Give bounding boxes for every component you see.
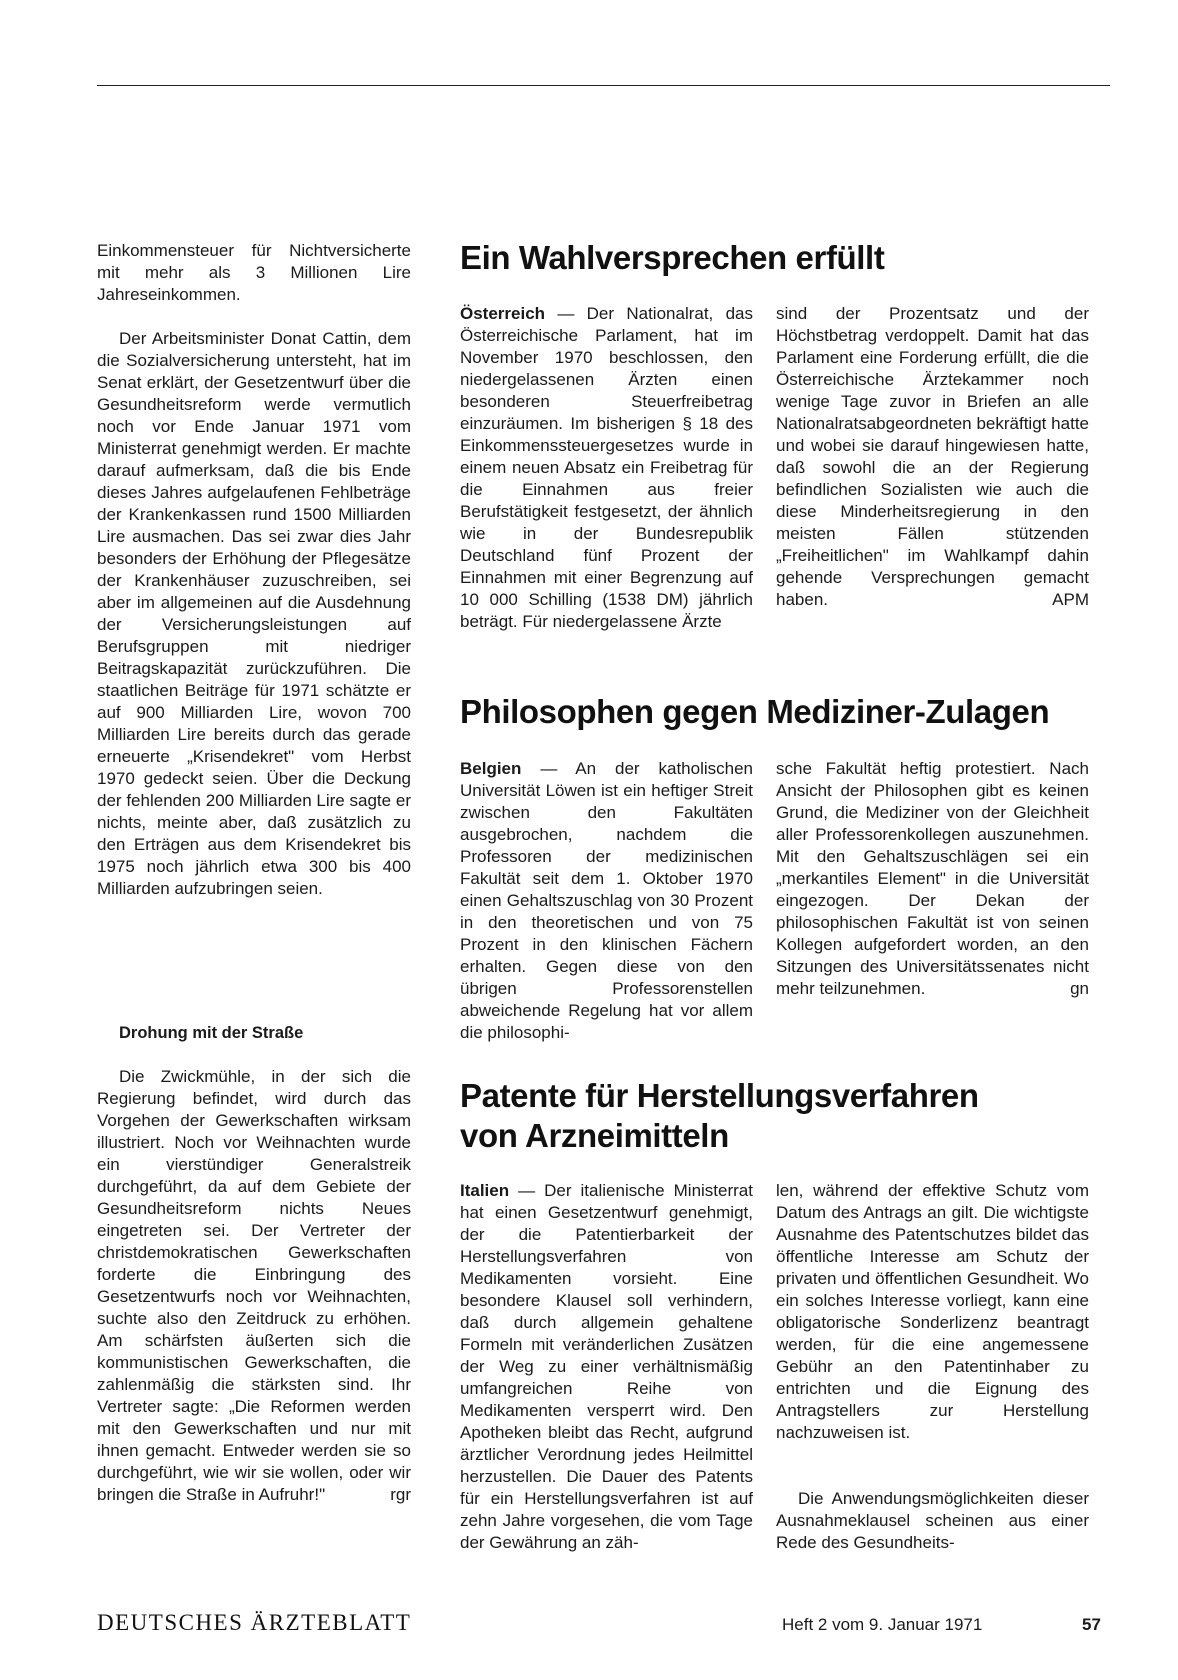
article3-headline-line1: Patente für Herstellungsverfahren bbox=[460, 1077, 979, 1114]
footer-issue-date: Heft 2 vom 9. Januar 1971 bbox=[782, 1615, 983, 1634]
footer-page-number: 57 bbox=[1082, 1615, 1101, 1634]
article3-col2-para2: Die Anwendungsmöglichkeiten dieser Ausnahmeklausel scheinen aus einer Rede des Gesundheits- bbox=[776, 1489, 1089, 1552]
article3-col1 bbox=[460, 1180, 753, 1554]
left-para-2: Der Arbeitsminister Donat Cattin, dem die Sozialversicherung untersteht, hat im Senat erklärt, der Gesetzentwurf über die Gesundheitsreform werde vermutlich noch vor Ende Januar 1971 vom Ministerrat genehmigt werden. Er machte darauf aufmerksam, daß die bis Ende dieses Jahres aufgelaufenen Fehlbeträge der Krankenkassen rund 1500 Milliarden Lire ausmachen. Das sei zwar dies Jahr besonders der Erhöhung der Pflegesätze der Krankenhäuser zuzuschreiben, sei aber im allgemeinen auf die Ausdehnung der Versicherungsleistungen auf Berufsgruppen mit niedriger Beitragskapazität zurückzuführen. Die staatlichen Beiträge für 1971 schätzte er auf 900 Milliarden Lire, wovon 700 Milliarden Lire bereits durch das gerade erneuerte „Krisendekret" vom Herbst 1970 gedeckt seien. Über die Deckung der fehlenden 200 Milliarden Lire sagte er nichts, meinte aber, daß zusätzlich zu den Erträgen aus dem Krisendekret bis 1975 noch jährlich etwa 300 bis 400 Milliarden aufzubringen seien. bbox=[97, 329, 411, 898]
article2-col2 bbox=[776, 758, 1089, 1000]
article1-col1 bbox=[460, 303, 753, 633]
header-rule bbox=[97, 85, 1110, 86]
article2-col2-text: sche Fakultät heftig protestiert. Nach Ansicht der Philosophen gibt es keinen Grund, die Mediziner von der Gleichheit aller Professorenkollegen auszunehmen. Mit den Gehaltszuschlägen sei ein „merkantiles Element" in die Universität eingezogen. Der Dekan der philosophischen Fakultät ist von seinen Kollegen aufgefordert worden, an den Sitzungen des Universitätssenates nicht mehr teilzunehmen. bbox=[776, 759, 1089, 998]
article1-dateline: Österreich bbox=[460, 304, 546, 323]
article1-signature: APM bbox=[1052, 590, 1089, 609]
left-para-1: Einkommensteuer für Nichtversicherte mit mehr als 3 Millionen Lire Jahreseinkommen. bbox=[97, 241, 411, 304]
article3-headline-line2: von Arzneimitteln bbox=[460, 1117, 729, 1154]
article1-col2 bbox=[776, 303, 1089, 611]
left-para-3 bbox=[97, 1066, 411, 1506]
left-subheading: Drohung mit der Straße bbox=[119, 1024, 304, 1042]
article1-col2-text: sind der Prozentsatz und der Höchstbetrag verdoppelt. Damit hat das Parlament eine Forderung erfüllt, die die Österreichische Ärztekammer noch wenige Tage zuvor in Briefen an alle Nationalratsabgeordneten bekräftigt hatte und wobei sie darauf hingewiesen hatte, daß sowohl die an der Regierung befindlichen Sozialisten wie auch die diese Minderheitsregierung in den meisten Fällen stützenden „Freiheitlichen" im Wahlkampf dahin gehende Versprechungen gemacht haben. bbox=[776, 304, 1089, 609]
article3-col1-text: — Der italienische Ministerrat hat einen Gesetzentwurf genehmigt, der die Patentierbarkeit der Herstellungsverfahren von Medikamenten vorsieht. Eine besondere Klausel soll verhindern, daß durch allgemein gehaltene Formeln mit veränderlichen Zusätzen der Weg zu einer verhältnismäßig umfangreichen Reihe von Medikamenten versperrt wird. Den Apotheken bleibt das Recht, aufgrund ärztlicher Verordnung jedes Heilmittel herzustellen. Die Dauer des Patents für ein Herstellungsverfahren ist auf zehn Jahre vorgesehen, die vom Tage der Gewährung an zäh- bbox=[460, 1181, 753, 1552]
article2-signature: gn bbox=[1070, 979, 1089, 998]
article3-dateline: Italien bbox=[460, 1181, 510, 1200]
article2-headline: Philosophen gegen Mediziner-Zulagen bbox=[460, 693, 1050, 730]
article2-dateline: Belgien bbox=[460, 759, 522, 778]
article2-col1 bbox=[460, 758, 753, 1044]
article1-col1-text: — Der Nationalrat, das Österreichische Parlament, hat im November 1970 beschlossen, den niedergelassenen Ärzten einen besonderen Steuerfreibetrag einzuräumen. Im bisherigen § 18 des Einkommenssteuergesetzes wurde in einem neuen Absatz ein Freibetrag für die Einnahmen aus freier Berufstätigkeit festgesetzt, der ähnlich wie in der Bundesrepublik Deutschland fünf Prozent der Einnahmen mit einer Begrenzung auf 10 000 Schilling (1538 DM) jährlich beträgt. Für niedergelassene Ärzte bbox=[460, 304, 753, 631]
left-para-3-text: Die Zwickmühle, in der sich die Regierung befindet, wird durch das Vorgehen der Gewerkschaften wirksam illustriert. Noch vor Weihnachten wurde ein vierstündiger Generalstreik durchgeführt, da auf dem Gebiete der Gesundheitsreform nichts Neues eingetreten sei. Der Vertreter der christdemokratischen Gewerkschaften forderte die Einbringung des Gesetzentwurfs noch vor Weihnachten, suchte also den Zeitdruck zu erhöhen. Am schärfsten äußerten sich die kommunistischen Gewerkschaften, die zahlenmäßig die stärksten sind. Ihr Vertreter sagte: „Die Reformen werden mit den Gewerkschaften und nur mit ihnen gemacht. Entweder werden sie so durchgeführt, wie wir sie wollen, oder wir bringen die Straße in Aufruhr!" bbox=[97, 1067, 411, 1504]
article1-headline: Ein Wahlversprechen erfüllt bbox=[460, 239, 885, 276]
left-para-3-signature: rgr bbox=[390, 1485, 411, 1504]
article3-col2-para1: len, während der effektive Schutz vom Datum des Antrags an gilt. Die wichtigste Ausnahme des Patentschutzes bildet das öffentliche Interesse am Schutz der privaten und öffentlichen Gesundheit. Wo ein solches Interesse vorliegt, kann eine obligatorische Sonderlizenz beantragt werden, für die eine angemessene Gebühr an den Patentinhaber zu entrichten und die Eignung des Antragstellers zur Herstellung nachzuweisen ist. bbox=[776, 1181, 1089, 1442]
article2-col1-text: — An der katholischen Universität Löwen ist ein heftiger Streit zwischen den Fakultäten ausgebrochen, nachdem die Professoren der medizinischen Fakultät seit dem 1. Oktober 1970 einen Gehaltszuschlag von 30 Prozent in den theoretischen und von 75 Prozent in den klinischen Fächern erhalten. Gegen diese von den übrigen Professorenstellen abweichende Regelung hat vor allem die philosophi- bbox=[460, 759, 753, 1042]
footer-publication-name: DEUTSCHES ÄRZTEBLATT bbox=[97, 1610, 412, 1635]
